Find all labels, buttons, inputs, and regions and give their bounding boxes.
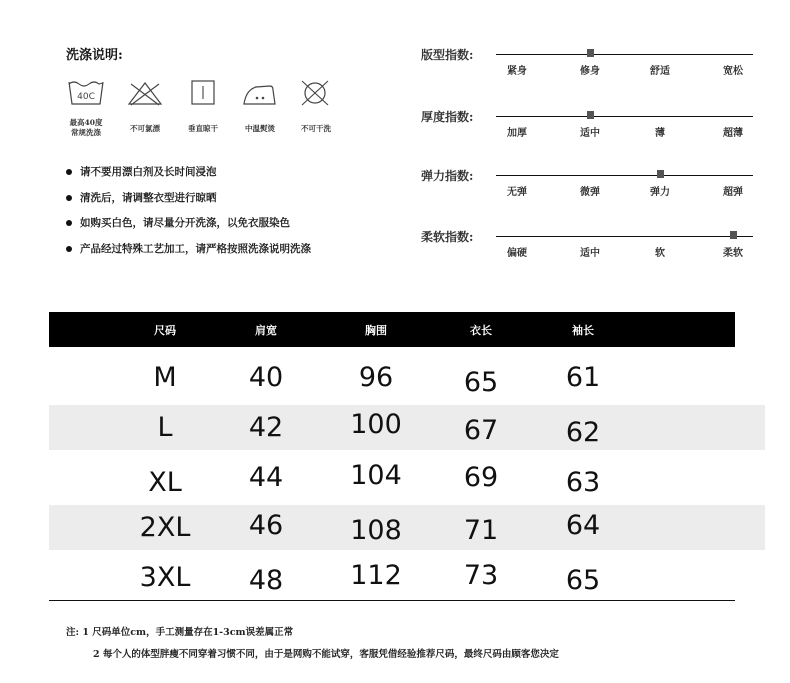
index-label: 厚度指数: bbox=[421, 110, 474, 124]
size-cell: 3XL bbox=[139, 562, 191, 593]
measure-cell: 44 bbox=[248, 462, 284, 493]
index-marker bbox=[657, 170, 664, 178]
measure-cell: 48 bbox=[248, 565, 284, 596]
index-option: 薄 bbox=[655, 128, 665, 139]
care-bullet: 如购买白色，请尽量分开洗涤，以免衣服染色 bbox=[66, 217, 311, 243]
care-title: 洗涤说明: bbox=[66, 48, 123, 63]
measure-cell: 64 bbox=[565, 510, 601, 541]
index-label: 版型指数: bbox=[421, 48, 474, 62]
care-bullet: 产品经过特殊工艺加工，请严格按照洗涤说明洗涤 bbox=[66, 243, 311, 269]
index-track bbox=[496, 54, 753, 55]
column-header: 尺码 bbox=[154, 324, 176, 337]
care-bullet: 请不要用漂白剂及长时间浸泡 bbox=[66, 166, 311, 192]
column-header: 袖长 bbox=[572, 324, 594, 337]
index-option: 微弹 bbox=[580, 187, 600, 198]
measure-cell: 96 bbox=[358, 362, 394, 393]
column-header: 肩宽 bbox=[255, 324, 277, 337]
note-line-1: 注: 1 尺码单位cm，手工测量存在1-3cm误差属正常 bbox=[66, 627, 294, 638]
index-option: 紧身 bbox=[507, 66, 527, 77]
wash-40-icon bbox=[67, 78, 105, 112]
index-track bbox=[496, 116, 753, 117]
index-label: 柔软指数: bbox=[421, 230, 474, 244]
measure-cell: 104 bbox=[350, 460, 402, 491]
caption-no-dry-clean: 不可干洗 bbox=[301, 124, 331, 133]
no-bleach-icon bbox=[126, 78, 164, 112]
index-track bbox=[496, 175, 753, 176]
measure-cell: 65 bbox=[565, 565, 601, 596]
measure-cell: 112 bbox=[350, 560, 402, 591]
measure-cell: 63 bbox=[565, 467, 601, 498]
column-header: 胸围 bbox=[365, 324, 387, 337]
measure-cell: 62 bbox=[565, 417, 601, 448]
measure-cell: 69 bbox=[463, 462, 499, 493]
measure-cell: 71 bbox=[463, 515, 499, 546]
index-track bbox=[496, 236, 753, 237]
measure-cell: 42 bbox=[248, 412, 284, 443]
wash-temp-text: 40C bbox=[77, 92, 95, 102]
measure-cell: 40 bbox=[248, 362, 284, 393]
index-option: 宽松 bbox=[723, 66, 743, 77]
index-option: 适中 bbox=[580, 248, 600, 259]
index-option: 无弹 bbox=[507, 187, 527, 198]
index-marker bbox=[730, 231, 737, 239]
index-option: 超弹 bbox=[723, 187, 743, 198]
index-option: 舒适 bbox=[650, 66, 670, 77]
column-header: 衣长 bbox=[470, 324, 492, 337]
index-option: 弹力 bbox=[650, 187, 670, 198]
caption-no-bleach: 不可氯漂 bbox=[130, 124, 160, 133]
index-label: 弹力指数: bbox=[421, 169, 474, 183]
no-dry-clean-icon bbox=[299, 78, 333, 112]
index-option: 柔软 bbox=[723, 248, 743, 259]
size-cell: M bbox=[153, 362, 177, 393]
index-option: 超薄 bbox=[723, 128, 743, 139]
measure-cell: 61 bbox=[565, 362, 601, 393]
caption-iron: 中温熨烫 bbox=[245, 124, 275, 133]
note-line-2: 2 每个人的体型胖瘦不同穿着习惯不同，由于是网购不能试穿，客服凭借经验推荐尺码，最终尺码由顾客您决定 bbox=[93, 649, 559, 660]
measure-cell: 73 bbox=[463, 560, 499, 591]
measure-cell: 46 bbox=[248, 510, 284, 541]
measure-cell: 67 bbox=[463, 415, 499, 446]
care-bullet: 清洗后，请调整衣型进行晾晒 bbox=[66, 192, 311, 218]
index-option: 适中 bbox=[580, 128, 600, 139]
measure-cell: 100 bbox=[350, 409, 402, 440]
size-cell: L bbox=[157, 412, 173, 443]
hang-dry-icon bbox=[189, 78, 219, 112]
index-marker bbox=[587, 49, 594, 57]
caption-wash: 最高40度 常规洗涤 bbox=[69, 118, 103, 137]
measure-cell: 108 bbox=[350, 515, 402, 546]
measure-cell: 65 bbox=[463, 367, 499, 398]
index-option: 软 bbox=[655, 248, 665, 259]
iron-medium-icon bbox=[240, 78, 280, 112]
size-cell: 2XL bbox=[139, 512, 191, 543]
index-option: 加厚 bbox=[507, 128, 527, 139]
caption-hang-dry: 垂直晾干 bbox=[188, 124, 218, 133]
index-marker bbox=[587, 111, 594, 119]
size-table-bottom-rule bbox=[49, 600, 735, 601]
index-option: 修身 bbox=[580, 66, 600, 77]
index-option: 偏硬 bbox=[507, 248, 527, 259]
care-bullets bbox=[66, 166, 311, 268]
size-cell: XL bbox=[148, 467, 182, 498]
